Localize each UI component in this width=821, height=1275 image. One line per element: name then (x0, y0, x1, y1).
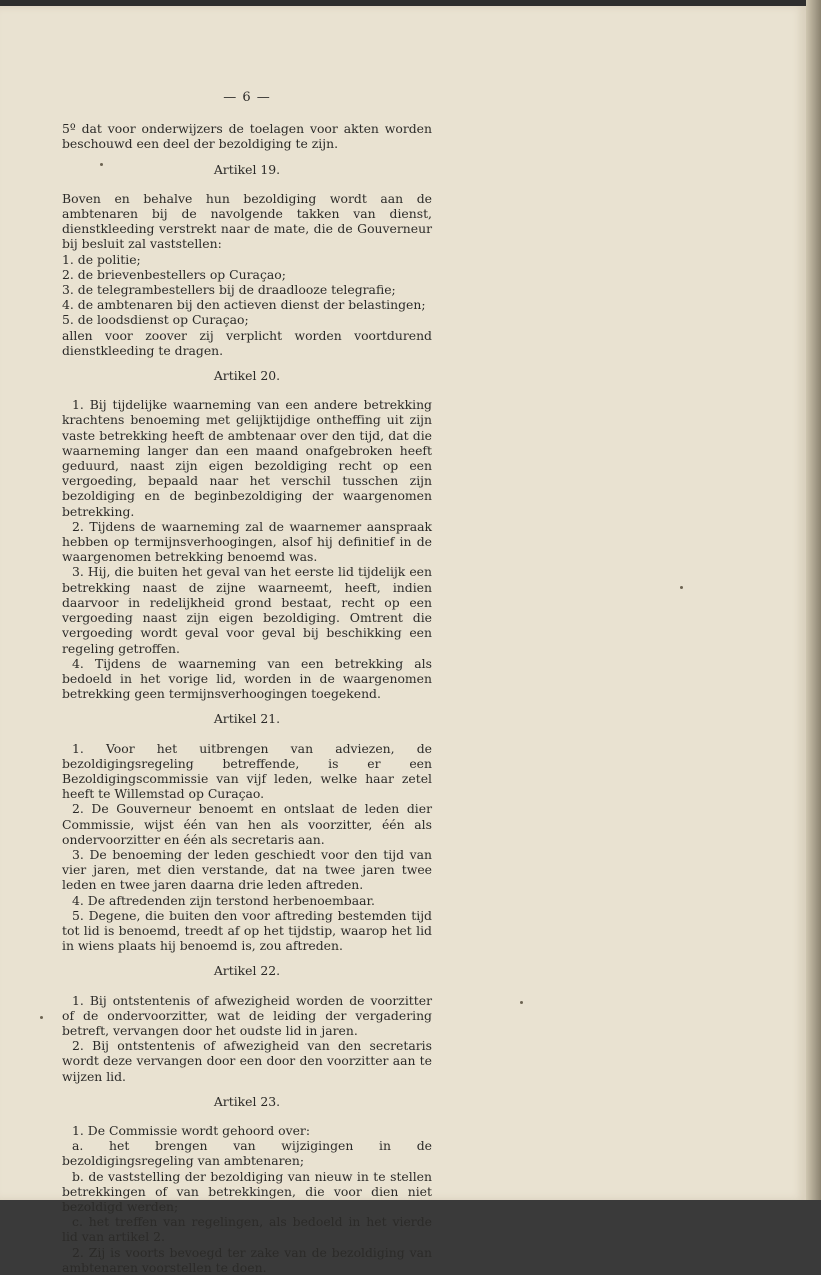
article-paragraph: 4. Tijdens de waarneming van een betrekking als bedoeld in het vorige lid, worden in de waargenomen betrekking geen termijnsverhoogingen toegekend. (62, 655, 432, 702)
article-paragraph: 3. Hij, die buiten het geval van het eerste lid tijdelijk een betrekking naast de zijne waarneemt, heeft, indien daarvoor in redelijkheid grond bestaat, recht op een vergoeding naast zijn eigen bezoldiging. Omtrent die vergoeding wordt geval voor geval bij beschikking een regeling getroffen. (62, 564, 432, 656)
article-paragraph: 4. De aftredenden zijn terstond herbenoembaar. (72, 892, 375, 908)
article-paragraph: 1. De Commissie wordt gehoord over: (72, 1122, 311, 1138)
intro-paragraph: 5º dat voor onderwijzers de toelagen voor akten worden beschouwd een deel der bezoldiging te zijn. (62, 121, 432, 152)
list-item: 1. de politie; (62, 251, 141, 267)
speck-mark (40, 1016, 43, 1019)
article-heading: Artikel 22. (213, 963, 281, 979)
document-page (0, 6, 806, 1275)
article-paragraph: 5. Degene, die buiten den voor aftreding bestemden tijd tot lid is benoemd, treedt af op het tijdstip, waarop het lid in wiens plaats hij benoemd is, zou aftreden. (62, 907, 432, 954)
article-paragraph: Boven en behalve hun bezoldiging wordt aan de ambtenaren bij de navolgende takken van dienst, dienstkleeding verstrekt naar de mate, die de Gouverneur bij besluit zal vaststellen: (62, 190, 432, 252)
list-item: 5. de loodsdienst op Curaçao; (62, 312, 249, 328)
article-paragraph: 2. Bij ontstentenis of afwezigheid van den secretaris wordt deze vervangen door een door den voorzitter aan te wijzen lid. (62, 1038, 432, 1084)
article-paragraph: 1. Bij ontstentenis of afwezigheid worden de voorzitter of de ondervoorzitter, wat de leiding der vergadering betreft, vervangen door het oudste lid in jaren. (62, 992, 432, 1038)
article-paragraph: 1. Bij tijdelijke waarneming van een andere betrekking krachtens benoeming met gelijktijdige ontheffing uit zijn vaste betrekking heeft de ambtenaar over den tijd, dat die waarneming langer dan een maand onafgebroken heeft geduurd, naast zijn eigen bezoldiging recht op een vergoeding, bepaald naar het verschil tusschen zijn bezoldiging en de beginbezoldiging der waargenomen betrekking. (62, 397, 432, 519)
article-paragraph: 2. Tijdens de waarneming zal de waarnemer aanspraak hebben op termijnsverhoogingen, alsof hij definitief in de waargenomen betrekking benoemd was. (62, 518, 432, 565)
list-item: 4. de ambtenaren bij den actieven dienst der belastingen; (62, 297, 426, 313)
page-edge (806, 0, 821, 1200)
speck-mark (520, 1001, 523, 1004)
article-paragraph: 3. De benoeming der leden geschiedt voor den tijd van vier jaren, met dien verstande, dat na twee jaren twee leden en twee jaren daarna drie leden aftreden. (62, 846, 432, 893)
page-number: — 6 — (223, 90, 271, 105)
article-paragraph: 2. Zij is voorts bevoegd ter zake van de bezoldiging van ambtenaren voorstellen te doen. (62, 1244, 432, 1275)
page-text (62, 90, 432, 1275)
article-paragraph: allen voor zoover zij verplicht worden voortdurend dienstkleeding te dragen. (62, 327, 432, 358)
article-paragraph: a. het brengen van wijzigingen in de bezoldigingsregeling van ambtenaren; (62, 1138, 432, 1169)
article-heading: Artikel 23. (213, 1093, 281, 1109)
article-paragraph: c. het treffen van regelingen, als bedoeld in het vierde lid van artikel 2. (62, 1214, 432, 1245)
article-paragraph: 1. Voor het uitbrengen van adviezen, de bezoldigingsregeling betreffende, is er een Bezoldigingscommissie van vijf leden, welke haar zetel heeft te Willemstad op Curaçao. (62, 740, 432, 802)
list-item: 2. de brievenbestellers op Curaçao; (62, 266, 286, 282)
speck-mark (100, 163, 103, 166)
article-heading: Artikel 19. (213, 161, 281, 177)
articles-container (62, 162, 432, 1275)
speck-mark (680, 586, 683, 589)
list-item: 3. de telegrambestellers bij de draadlooze telegrafie; (62, 282, 396, 298)
article-heading: Artikel 20. (213, 368, 281, 384)
article-heading: Artikel 21. (213, 711, 281, 727)
article-paragraph: b. de vaststelling der bezoldiging van nieuw in te stellen betrekkingen of van betrekkingen, die voor dien niet bezoldigd werden; (62, 1168, 432, 1214)
article-paragraph: 2. De Gouverneur benoemt en ontslaat de leden dier Commissie, wijst één van hen als voorzitter, één als ondervoorzitter en één als secretaris aan. (62, 801, 432, 847)
